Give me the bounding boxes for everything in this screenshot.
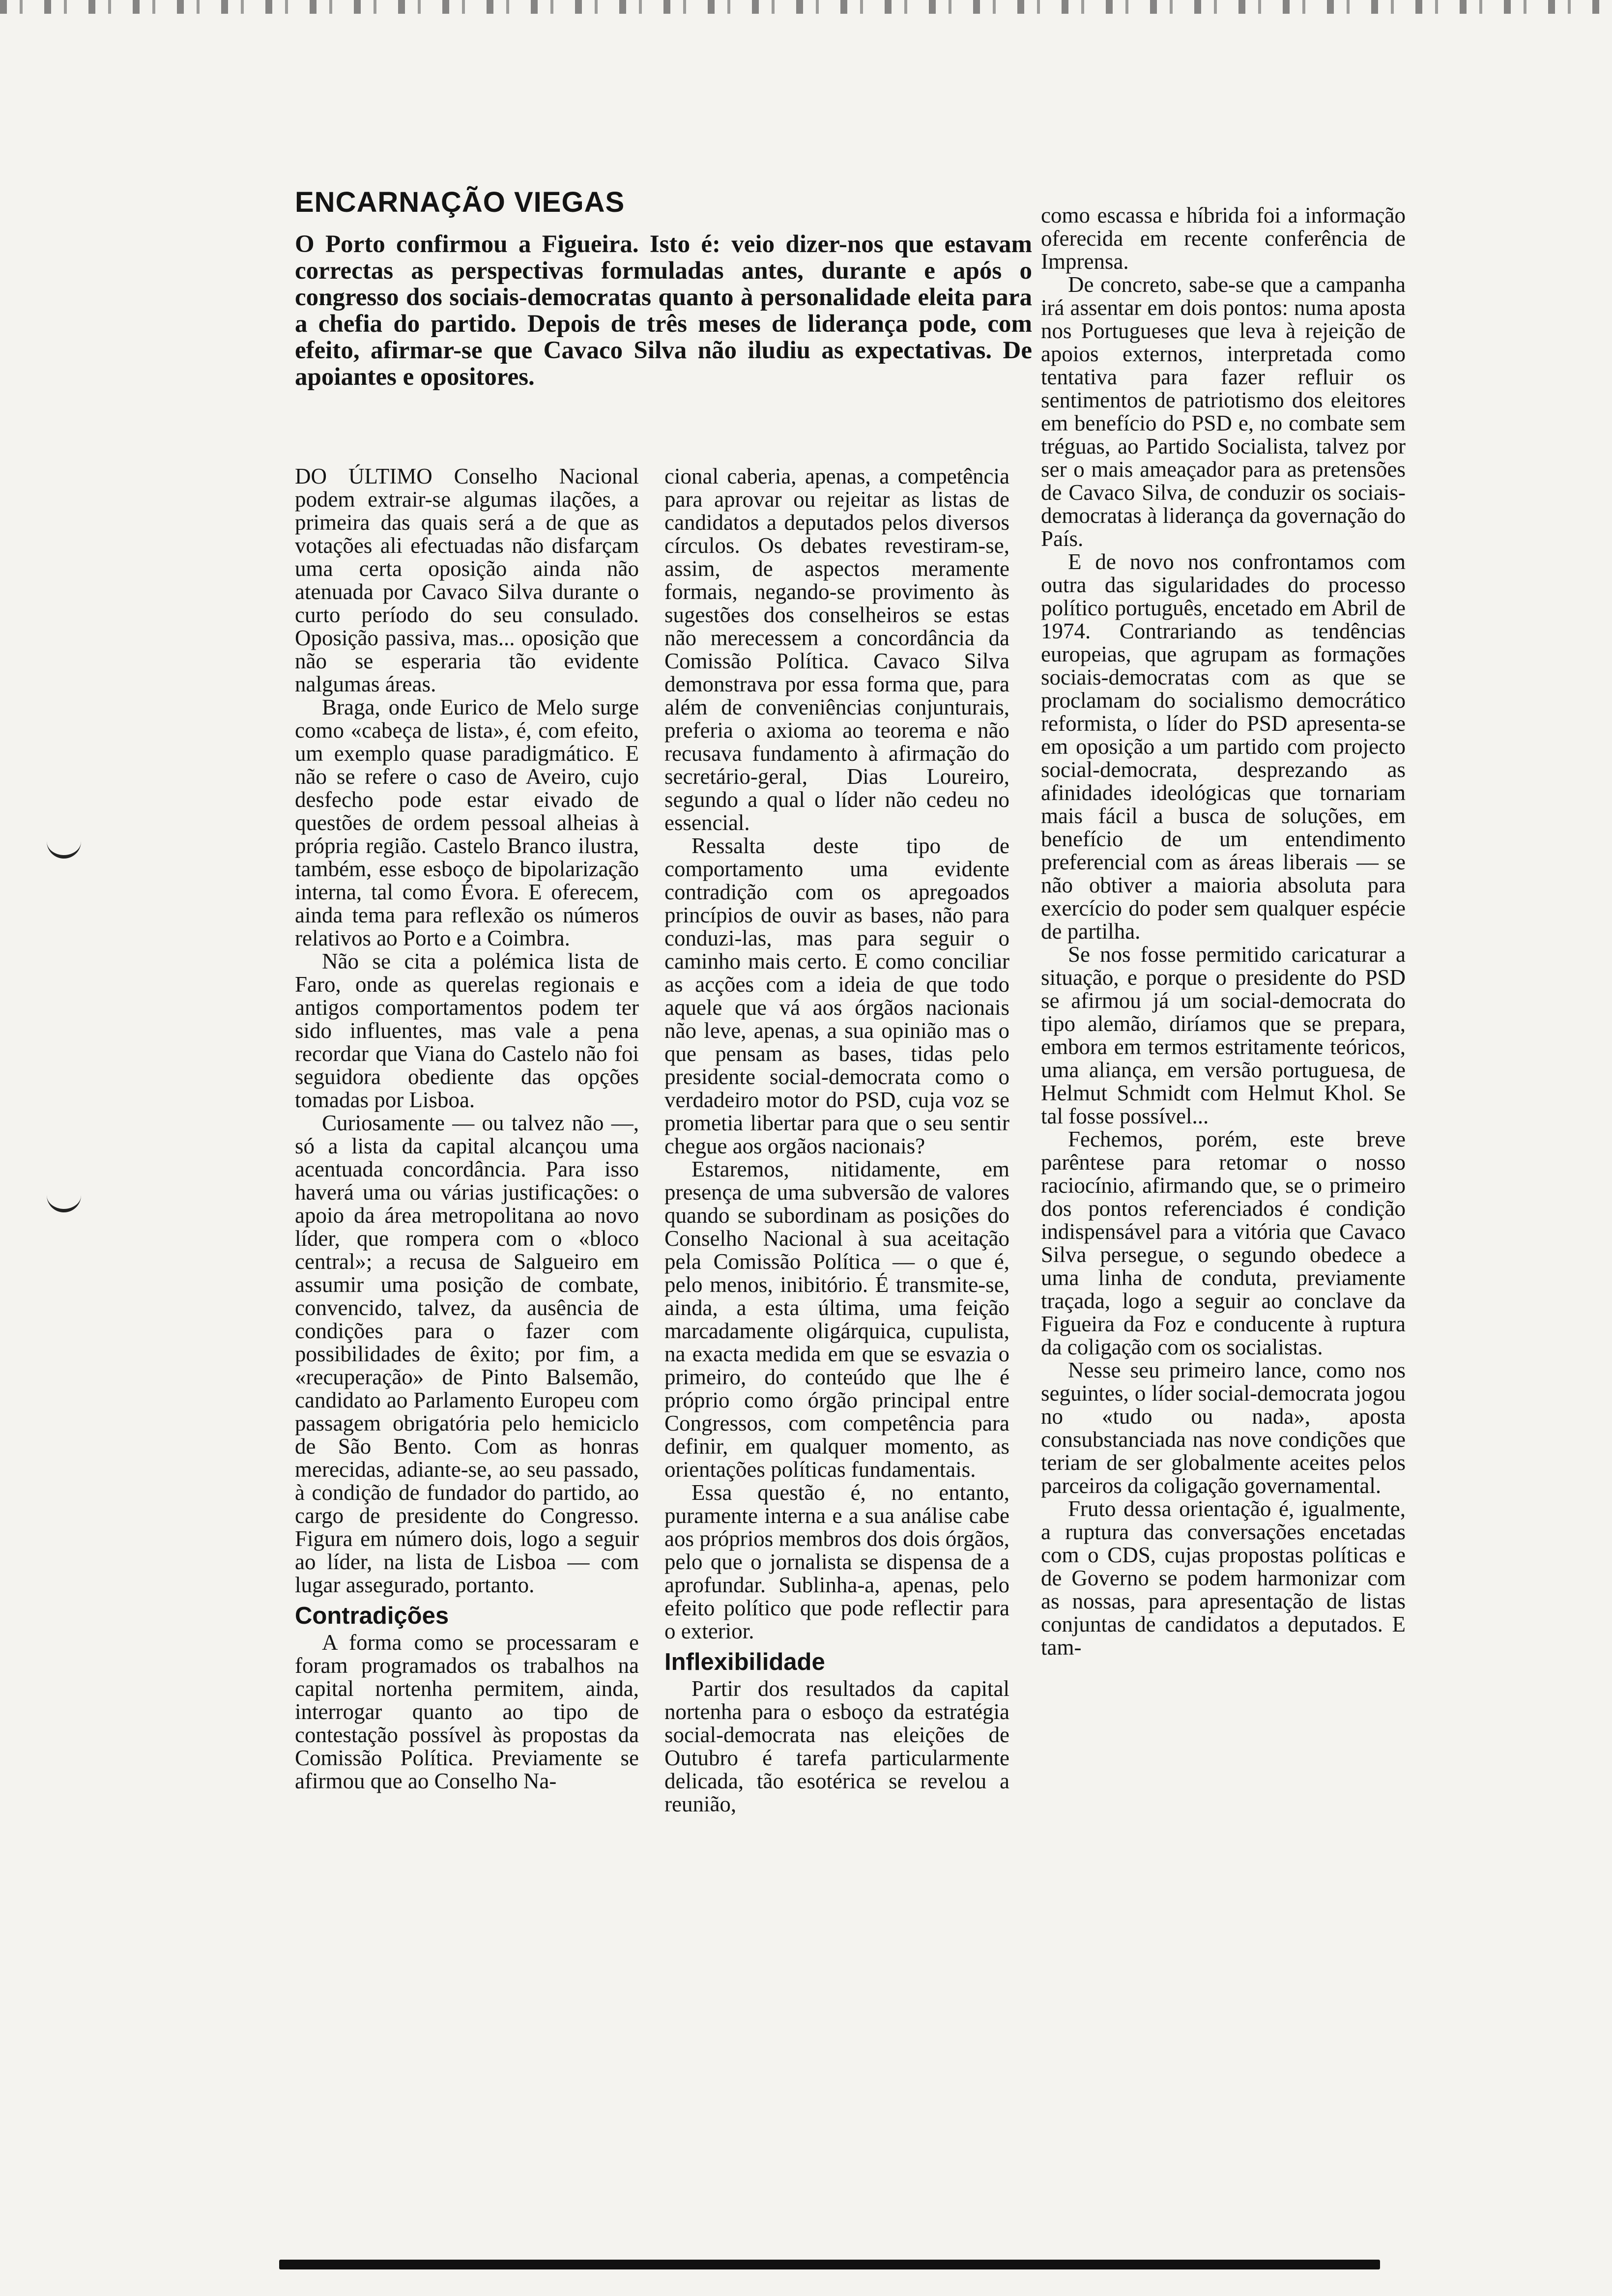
- punch-mark: [47, 1194, 81, 1212]
- column-3: [1041, 204, 1406, 1659]
- column-1: [295, 465, 639, 1793]
- paragraph: Fruto dessa orientação é, igualmente, a ruptura das conversações encetadas com o CDS, cujas propostas políticas e de Governo se podem harmonizar com as nossas, para apresentação de listas conjuntas de candidatos a deputados. E tam-: [1041, 1496, 1406, 1660]
- paragraph: Ressalta deste tipo de comportamento uma evidente contradição com os apregoados princípios de ouvir as bases, não para conduzi-las, mas para seguir o caminho mais certo. E como conciliar as acções com a ideia de que todo aquele que vá aos órgãos nacionais não leve, apenas, a sua opinião mas o que pensam as bases, tidas pelo presidente social-democrata como o verdadeiro motor do PSD, cuja voz se prometia libertar para que o seu sentir chegue aos orgãos nacionais?: [664, 833, 1009, 1158]
- section-heading: Contradições: [295, 1603, 449, 1629]
- byline: ENCARNAÇÃO VIEGAS: [295, 186, 625, 218]
- paragraph: E de novo nos confrontamos com outra das sigularidades do processo político português, encetado em Abril de 1974. Contrariando as tendências europeias, que agrupam as formações sociais-democratas com as que se proclamam do socialismo democrático reformista, o líder do PSD apresenta-se em oposição a um partido com projecto social-democrata, desprezando as afinidades ideológicas que tornariam mais fácil a busca de soluções, em benefício de um entendimento preferencial com as áreas liberais — se não obtiver a maioria absoluta para exercício do poder sem qualquer espécie de partilha.: [1041, 549, 1406, 944]
- paragraph: Curiosamente — ou talvez não —, só a lista da capital alcançou uma acentuada concordância. Para isso haverá uma ou várias justificações: o apoio da área metropolitana ao novo líder, que rompera com o «bloco central»; a recusa de Salgueiro em assumir uma posição de combate, convencido, talvez, da ausência de condições para o fazer com possibilidades de êxito; por fim, a «recuperação» de Pinto Balsemão, candidato ao Parlamento Europeu com passagem obrigatória pelo hemiciclo de São Bento. Com as honras merecidas, adiante-se, ao seu passado, à condição de fundador do partido, ao cargo de presidente do Congresso. Figura em número dois, logo a seguir ao líder, na lista de Lisboa — com lugar assegurado, portanto.: [295, 1111, 639, 1597]
- paragraph: A forma como se processaram e foram programados os trabalhos na capital nortenha permitem, ainda, interrogar quanto ao tipo de contestação possível às propostas da Comissão Política. Previamente se afirmou que ao Conselho Na-: [295, 1630, 639, 1793]
- column-2: [664, 465, 1009, 1816]
- paragraph: Essa questão é, no entanto, puramente interna e a sua análise cabe aos próprios membros dos dois órgãos, pelo que o jornalista se dispensa de a aprofundar. Sublinha-a, apenas, pelo efeito político que pode reflectir para o exterior.: [664, 1480, 1009, 1643]
- paragraph: Fechemos, porém, este breve parêntese para retomar o nosso raciocínio, afirmando que, se o primeiro dos pontos referenciados é condição indispensável para a vitória que Cavaco Silva persegue, o segundo obedece a uma linha de conduta, previamente traçada, logo a seguir ao conclave da Figueira da Foz e conducente à ruptura da coligação com os socialistas.: [1041, 1127, 1406, 1359]
- paragraph: como escassa e híbrida foi a informação oferecida em recente conferência de Imprensa.: [1041, 203, 1406, 274]
- scan-edge: [0, 0, 1612, 14]
- paragraph: Se nos fosse permitido caricaturar a situação, e porque o presidente do PSD se afirmou já um social-democrata do tipo alemão, diríamos que se prepara, embora em termos estritamente teóricos, uma aliança, em versão portuguesa, de Helmut Schmidt com Helmut Khol. Se tal fosse possível...: [1041, 942, 1406, 1128]
- paragraph: Estaremos, nitidamente, em presença de uma subversão de valores quando se subordinam as posições do Conselho Nacional à sua aceitação pela Comissão Política — o que é, pelo menos, inibitório. É transmite-se, ainda, a esta última, uma feição marcadamente oligárquica, cupulista, na exacta medida em que se esvazia o primeiro, do conteúdo que lhe é próprio como órgão principal entre Congressos, com competência para definir, em qualquer momento, as orientações políticas fundamentais.: [664, 1157, 1009, 1482]
- lead-paragraph: O Porto confirmou a Figueira. Isto é: veio dizer-nos que estavam correctas as perspectivas formuladas antes, durante e após o congresso dos sociais-democratas quanto à personalidade eleita para a chefia do partido. Depois de três meses de liderança pode, com efeito, afirmar-se que Cavaco Silva não iludiu as expectativas. De apoiantes e opositores.: [295, 230, 1032, 391]
- paragraph: cional caberia, apenas, a competência para aprovar ou rejeitar as listas de candidatos a deputados pelos diversos círculos. Os debates revestiram-se, assim, de aspectos meramente formais, negando-se provimento às sugestões dos conselheiros se estas não merecessem a concordância da Comissão Política. Cavaco Silva demonstrava por essa forma que, para além de conveniências conjunturais, preferia o axioma ao teorema e não recusava fundamento à afirmação do secretário-geral, Dias Loureiro, segundo a qual o líder não cedeu no essencial.: [664, 464, 1009, 835]
- paragraph: Nesse seu primeiro lance, como nos seguintes, o líder social-democrata jogou no «tudo ou nada», aposta consubstanciada nas nove condições que teriam de ser globalmente aceites pelos parceiros da coligação governamental.: [1041, 1358, 1406, 1498]
- punch-mark: [47, 840, 81, 859]
- bottom-rule: [279, 2260, 1380, 2269]
- paragraph: Braga, onde Eurico de Melo surge como «cabeça de lista», é, com efeito, um exemplo quase paradigmático. E não se refere o caso de Aveiro, cujo desfecho pode estar eivado de questões de ordem pessoal alheias à própria região. Castelo Branco ilustra, também, esse esboço de bipolarização interna, tal como Évora. E oferecem, ainda tema para reflexão os números relativos ao Porto e a Coimbra.: [295, 695, 639, 950]
- paragraph: Partir dos resultados da capital nortenha para o esboço da estratégia social-democrata nas eleições de Outubro é tarefa particularmente delicada, tão esotérica se revelou a reunião,: [664, 1676, 1009, 1816]
- paragraph: De concreto, sabe-se que a campanha irá assentar em dois pontos: numa aposta nos Portugueses que leva à rejeição de apoios externos, interpretada como tentativa para fazer refluir os sentimentos de patriotismo dos eleitores em benefício do PSD e, no combate sem tréguas, ao Partido Socialista, talvez por ser o mais ameaçador para as pretensões de Cavaco Silva, de conduzir os sociais-democratas à liderança da governação do País.: [1041, 272, 1406, 551]
- paragraph: DO ÚLTIMO Conselho Nacional podem extrair-se algumas ilações, a primeira das quais será a de que as votações ali efectuadas não disfarçam uma certa oposição ainda não atenuada por Cavaco Silva durante o curto período do seu consulado. Oposição passiva, mas... oposição que não se esperaria tão evidente nalgumas áreas.: [295, 464, 639, 696]
- section-heading: Inflexibilidade: [664, 1649, 825, 1675]
- paragraph: Não se cita a polémica lista de Faro, onde as querelas regionais e antigos comportamentos podem ter sido influentes, mas vale a pena recordar que Viana do Castelo não foi seguidora obediente das opções tomadas por Lisboa.: [295, 949, 639, 1112]
